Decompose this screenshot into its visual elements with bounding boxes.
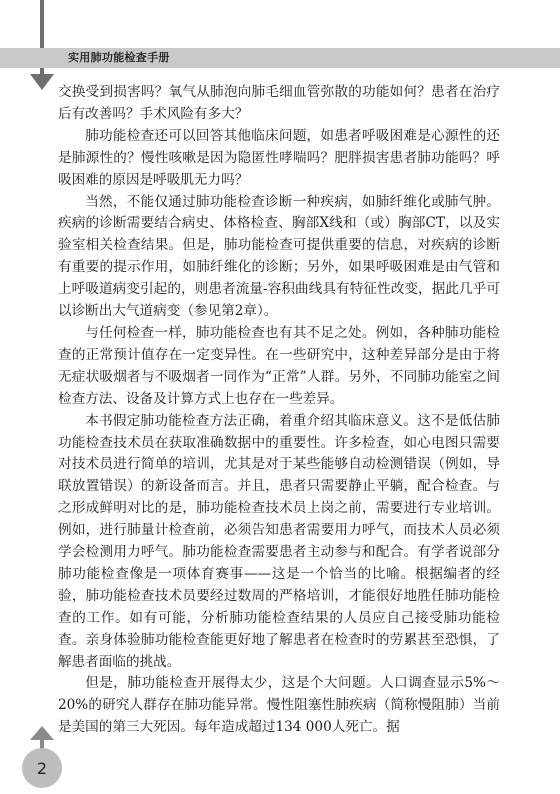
- paragraph-continued: 交换受到损害吗？氧气从肺泡向肺毛细血管弥散的功能如何？患者在治疗后有改善吗？手术风险有多大？: [58, 84, 500, 122]
- paragraph: 但是，肺功能检查开展得太少，这是个大问题。人口调查显示5%～20%的研究人群存在肺功能异常。慢性阻塞性肺疾病（简称慢阻肺）当前是美国的第三大死因。每年造成超过134 000人死亡。据: [58, 675, 500, 736]
- paragraph: 肺功能检查还可以回答其他临床问题，如患者呼吸困难是心源性的还是肺源性的？慢性咳嗽是因为隐匿性哮喘吗？肥胖损害患者肺功能吗？呼吸困难的原因是呼吸肌无力吗？: [58, 127, 500, 188]
- running-header-title: 实用肺功能检查手册: [68, 51, 170, 64]
- page-number: 2: [36, 758, 48, 778]
- arrow-down-icon: [30, 74, 54, 90]
- body-text: [58, 82, 500, 739]
- paragraph: 当然，不能仅通过肺功能检查诊断一种疾病，如肺纤维化或肺气肿。疾病的诊断需要结合病史、体格检查、胸部X线和（或）胸部CT，以及实验室相关检查结果。但是，肺功能检查可提供重要的信息，对疾病的诊断有重要的提示作用，如肺纤维化的诊断；另外，如果呼吸困难是由气管和上呼吸道病变引起的，则患者流量-容积曲线具有特征性改变，据此几乎可以诊断出大气道病变（参见第2章）。: [58, 193, 500, 320]
- paragraph: 与任何检查一样，肺功能检查也有其不足之处。例如，各种肺功能检查的正常预计值存在一定变异性。在一些研究中，这种差异部分是由于将无症状吸烟者与不吸烟者一同作为“正常”人群。另外，不同肺功能室之间检查方法、设备及计算方式上也存在一些差异。: [58, 324, 500, 407]
- paragraph: 本书假定肺功能检查方法正确，着重介绍其临床意义。这不是低估肺功能检查技术员在获取准确数据中的重要性。许多检查，如心电图只需要对技术员进行简单的培训，尤其是对于某些能够自动检测错误（例如，导联放置错误）的新设备而言。并且，患者只需要静止平躺，配合检查。与之形成鲜明对比的是，肺功能检查技术员上岗之前，需要进行专业培训。例如，进行肺量计检查前，必须告知患者需要用力呼气，而技术人员必须学会检测用力呼气。肺功能检查需要患者主动参与和配合。有学者说部分肺功能检查像是一项体育赛事——这是一个恰当的比喻。根据编者的经验，肺功能检查技术员要经过数周的严格培训，才能很好地胜任肺功能检查的工作。如有可能，分析肺功能检查结果的人员应自己接受肺功能检查。亲身体验肺功能检查能更好地了解患者在检查时的劳累甚至恐惧，了解患者面临的挑战。: [58, 412, 500, 670]
- page-number-badge: [22, 748, 62, 788]
